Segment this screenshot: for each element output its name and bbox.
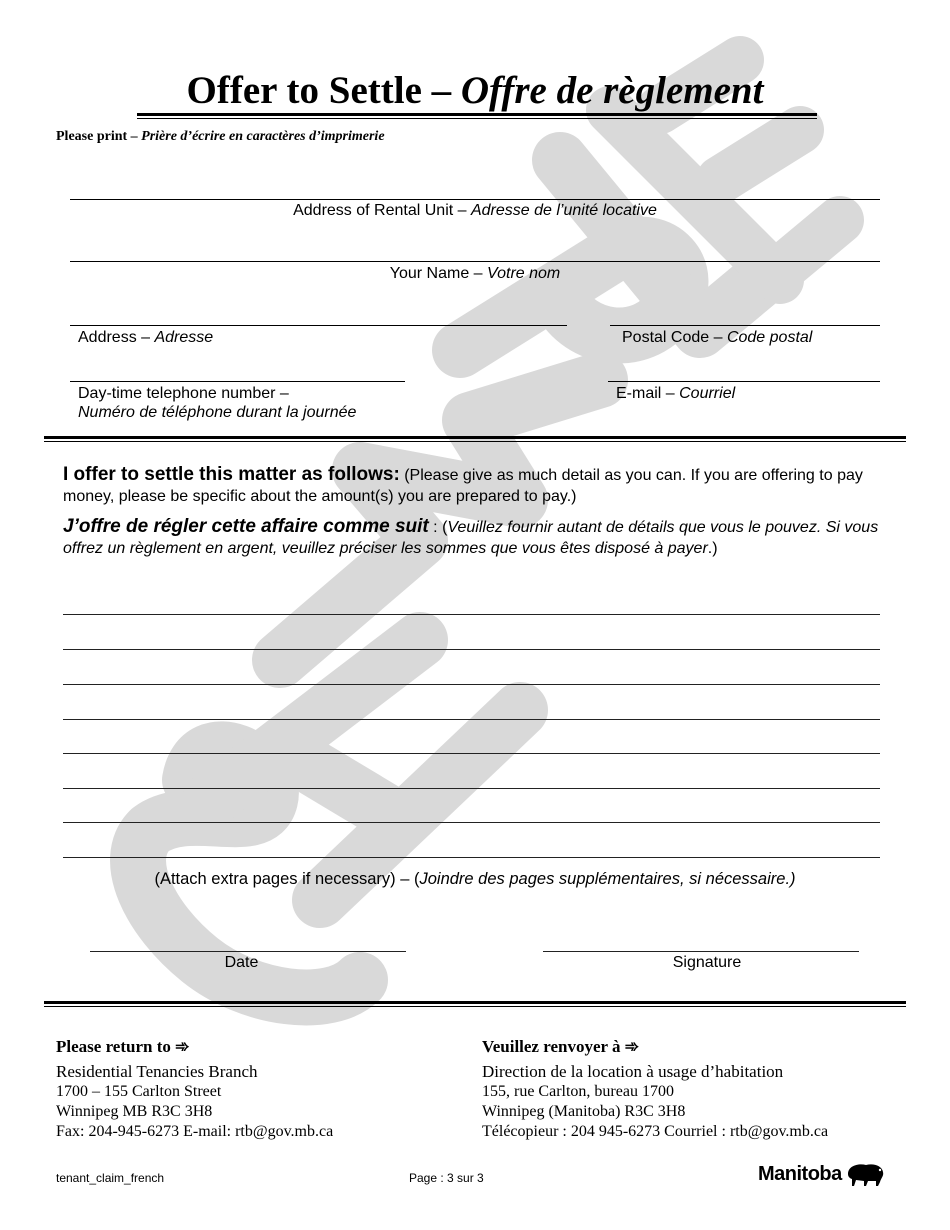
- return-address-fr: Veuillez renvoyer à ➾ Direction de la location à usage d’habitation 155, rue Carlton, bureau 1700 Winnipeg (Manitoba) R3C 3H8 Télécopieur : 204 945-6273 Courriel : rtb@gov.mb.ca: [482, 1037, 829, 1140]
- postal-code-label: Postal Code – Code postal: [622, 329, 813, 346]
- footer-divider-thin: [44, 1006, 906, 1007]
- signature-label: Signature: [672, 954, 742, 971]
- offer-writing-line[interactable]: [63, 684, 880, 685]
- name-label: Your Name – Votre nom: [389, 265, 561, 282]
- signature-field[interactable]: [543, 951, 859, 952]
- page-title: [0, 68, 950, 114]
- print-instruction: Please print – Prière d’écrire en caractères d’imprimerie: [56, 129, 385, 144]
- address-label: Address – Adresse: [78, 329, 214, 346]
- section-divider: [44, 436, 906, 439]
- offer-writing-line[interactable]: [63, 857, 880, 858]
- offer-writing-line[interactable]: [63, 822, 880, 823]
- postal-code-field[interactable]: [610, 325, 880, 326]
- offer-writing-line[interactable]: [63, 649, 880, 650]
- section-divider-thin: [44, 441, 906, 442]
- title-english: Offer to Settle –: [186, 69, 461, 112]
- title-underline: [137, 113, 817, 116]
- offer-writing-line[interactable]: [63, 719, 880, 720]
- email-label: E-mail – Courriel: [616, 385, 736, 402]
- rental-unit-field[interactable]: [70, 199, 880, 200]
- phone-field[interactable]: [70, 381, 405, 382]
- date-label: Date: [224, 954, 259, 971]
- rental-unit-label: Address of Rental Unit – Adresse de l’unité locative: [293, 202, 657, 219]
- logo-wordmark: Manitoba: [758, 1162, 842, 1185]
- address-field[interactable]: [70, 325, 567, 326]
- page-number: Page : 3 sur 3: [409, 1171, 484, 1185]
- offer-writing-line[interactable]: [63, 614, 880, 615]
- offer-writing-line[interactable]: [63, 753, 880, 754]
- date-field[interactable]: [90, 951, 406, 952]
- name-field[interactable]: [70, 261, 880, 262]
- arrow-icon: ➾: [624, 1037, 639, 1056]
- title-underline-thin: [137, 118, 817, 119]
- form-id: tenant_claim_french: [56, 1171, 165, 1185]
- phone-label: Day-time telephone number – Numéro de téléphone durant la journée: [78, 385, 357, 421]
- offer-writing-line[interactable]: [63, 788, 880, 789]
- title-french: Offre de règlement: [460, 69, 764, 112]
- offer-instructions-en: I offer to settle this matter as follows: (Please give as much detail as you can. If you are offering to pay money, please be specific about the amount(s) you are prepared to pay.): [63, 464, 863, 505]
- email-field[interactable]: [608, 381, 880, 382]
- bison-icon: [844, 1160, 886, 1188]
- attach-pages-note: (Attach extra pages if necessary) – (Joindre des pages supplémentaires, si nécessaire.): [154, 870, 796, 888]
- return-address-en: Please return to ➾ Residential Tenancies Branch 1700 – 155 Carlton Street Winnipeg MB R3C 3H8 Fax: 204-945-6273 E-mail: rtb@gov.mb.ca: [56, 1037, 334, 1140]
- arrow-icon: ➾: [175, 1037, 190, 1056]
- offer-instructions-fr: J’offre de régler cette affaire comme suit : (Veuillez fournir autant de détails que vous le pouvez. Si vous offrez un règlement en argent, veuillez préciser les sommes que vous êtes disposé à payer.): [63, 516, 879, 557]
- manitoba-logo: [758, 1158, 886, 1190]
- footer-divider: [44, 1001, 906, 1004]
